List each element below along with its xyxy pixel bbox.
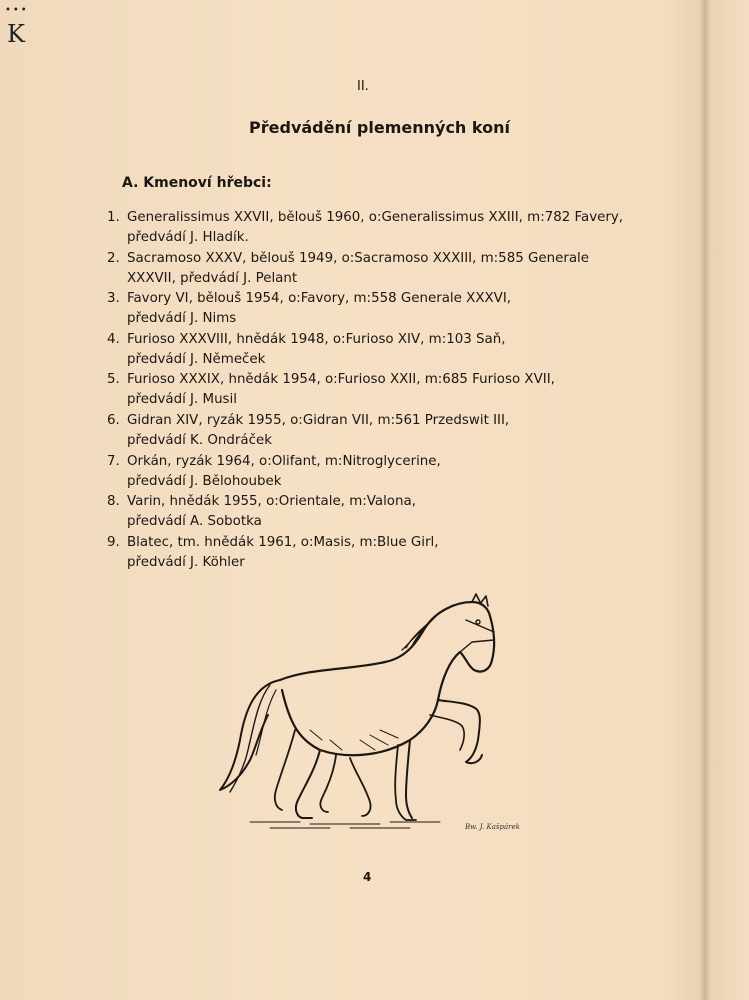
item-text [127,492,667,533]
item-line-1: Furioso XXXVIII, hnědák 1948, o:Furioso XIV, m:103 Saň, [127,331,506,347]
item-line-1: Favory VI, bělouš 1954, o:Favory, m:558 Generale XXXVI, [127,291,512,307]
logo-letter: K [7,20,25,48]
item-line-1: Gidran XIV, ryzák 1955, o:Gidran VII, m:561 Przedswit III, [127,412,510,428]
item-line-2: předvádí J. Köhler [127,554,245,570]
list-item [107,330,667,371]
item-line-2: předvádí J. Musil [127,392,237,408]
list-item [107,533,667,574]
item-line-2: předvádí A. Sobotka [127,514,262,530]
item-number: 2. [107,250,120,266]
item-text [127,452,667,493]
item-line-2: předvádí J. Hladík. [127,230,249,245]
item-text [127,249,667,290]
logo-dots: ••• [5,5,29,16]
item-text [127,370,667,411]
item-line-1: Blatec, tm. hnědák 1961, o:Masis, m:Blue Girl, [127,534,439,550]
item-number: 4. [107,331,120,347]
item-line-1: Generalissimus XXVII, bělouš 1960, o:Generalissimus XXIII, m:782 Favery, [127,210,624,225]
item-number: 3. [107,291,120,307]
page-number: 4 [363,870,372,884]
section-number: II. [357,79,369,94]
item-text [127,533,667,574]
horse-illustration [210,590,520,840]
item-line-1: Orkán, ryzák 1964, o:Olifant, m:Nitroglycerine, [127,453,441,469]
item-number: 5. [107,372,120,388]
list-item [107,452,667,493]
item-line-2: XXXVII, předvádí J. Pelant [127,270,298,286]
list-item [107,208,667,249]
item-line-2: předvádí J. Bělohoubek [127,473,282,489]
item-text [127,411,667,452]
section-subtitle: A. Kmenoví hřebci: [122,175,272,191]
illustration-signature: Bw. J. Kašpárek [465,823,520,831]
item-line-1: Varin, hnědák 1955, o:Orientale, m:Valona, [127,494,416,510]
list-item [107,370,667,411]
item-number: 1. [107,210,120,225]
item-line-2: předvádí K. Ondráček [127,432,272,448]
stallion-list [107,208,667,573]
item-text [127,208,667,249]
item-text [127,330,667,371]
list-item [107,411,667,452]
item-number: 8. [107,494,120,510]
list-item [107,249,667,290]
list-item [107,492,667,533]
page-fold [700,0,710,1000]
page-title: Předvádění plemenných koní [249,118,510,137]
item-line-1: Furioso XXXIX, hnědák 1954, o:Furioso XXII, m:685 Furioso XVII, [127,372,555,388]
item-line-1: Sacramoso XXXV, bělouš 1949, o:Sacramoso XXXIII, m:585 Generale [127,250,590,266]
item-text [127,289,667,330]
item-number: 6. [107,412,120,428]
item-line-2: předvádí J. Němeček [127,351,266,367]
item-number: 9. [107,534,120,550]
item-line-2: předvádí J. Nims [127,311,237,327]
library-logo [2,6,32,50]
list-item [107,289,667,330]
item-number: 7. [107,453,120,469]
